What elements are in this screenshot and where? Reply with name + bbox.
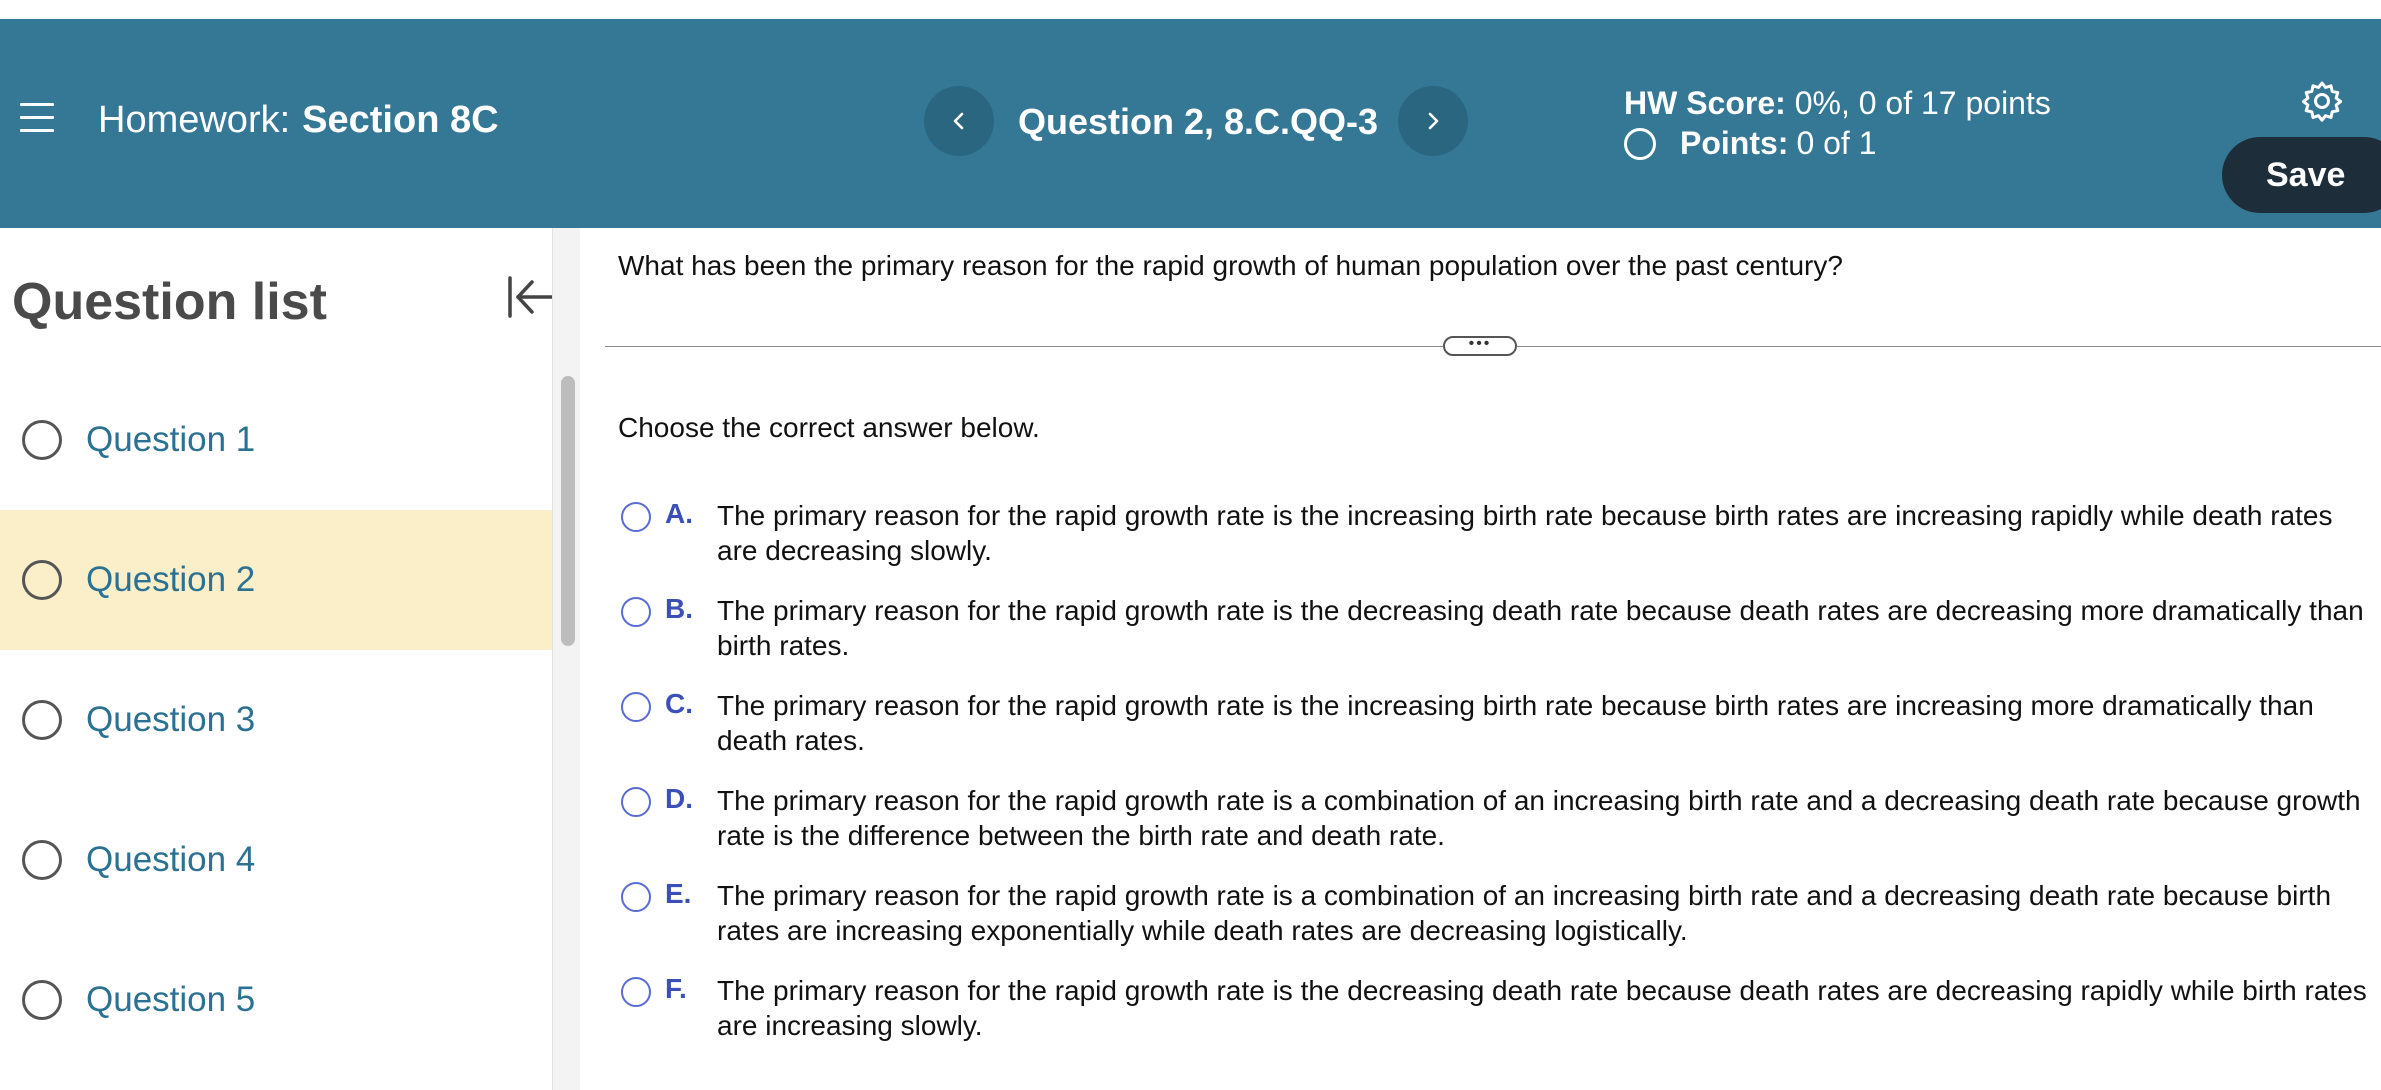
gear-icon[interactable] [2300, 79, 2344, 123]
question-list-sidebar [0, 228, 580, 1090]
question-list-item-label: Question 2 [86, 560, 256, 599]
question-text: What has been the primary reason for the rapid growth of human population over the past century? [618, 250, 1843, 281]
next-question-button[interactable] [1398, 86, 1468, 156]
hamburger-menu-icon[interactable] [20, 103, 54, 133]
radio-button[interactable] [621, 597, 651, 627]
scrollbar-thumb[interactable] [561, 376, 575, 646]
option-text: The primary reason for the rapid growth rate is the decreasing death rate because death rates are decreasing more dramatically than birth rates. [717, 595, 2364, 661]
option-letter: F. [665, 973, 687, 1004]
hw-score-label: HW Score: [1624, 85, 1786, 121]
hw-score [1624, 85, 2051, 122]
question-status-icon [22, 420, 62, 460]
option-letter: B. [665, 593, 693, 624]
question-status-icon [22, 980, 62, 1020]
question-list-item-2[interactable] [0, 510, 552, 650]
question-list-item-4[interactable] [0, 790, 552, 930]
radio-button[interactable] [621, 882, 651, 912]
points-status-icon [1624, 128, 1656, 160]
option-text: The primary reason for the rapid growth rate is the increasing birth rate because birth rates are increasing rapidly while death rates are decreasing slowly. [717, 500, 2333, 566]
expand-toggle-button[interactable]: ••• [1443, 336, 1517, 356]
question-list-item-label: Question 3 [86, 700, 256, 739]
option-letter: E. [665, 878, 692, 909]
question-list-item-5[interactable] [0, 930, 552, 1070]
radio-button[interactable] [621, 692, 651, 722]
points-label: Points: [1680, 125, 1789, 161]
answer-instruction: Choose the correct answer below. [618, 412, 1040, 443]
question-list-item-3[interactable] [0, 650, 552, 790]
previous-question-button[interactable] [924, 86, 994, 156]
points-status [1624, 125, 1877, 162]
option-letter: D. [665, 783, 693, 814]
section-name: Section 8C [302, 99, 499, 141]
question-list-scrollbar[interactable] [552, 228, 580, 1090]
question-list-item-label: Question 1 [86, 420, 256, 459]
option-text: The primary reason for the rapid growth rate is a combination of an increasing birth rate and a decreasing death rate because growth rate is the difference between the birth rate and death rate. [717, 785, 2361, 851]
question-title: Question 2, 8.C.QQ-3 [1018, 101, 1379, 142]
chevron-left-icon [949, 111, 969, 131]
option-letter: C. [665, 688, 693, 719]
points-value: 0 of 1 [1796, 125, 1877, 161]
option-text: The primary reason for the rapid growth rate is the decreasing death rate because death rates are decreasing rapidly while birth rates are increasing slowly. [717, 975, 2367, 1041]
hw-score-value: 0%, 0 of 17 points [1794, 85, 2051, 121]
option-letter: A. [665, 498, 693, 529]
question-status-icon [22, 700, 62, 740]
radio-button[interactable] [621, 502, 651, 532]
question-list-item-1[interactable] [0, 370, 552, 510]
radio-button[interactable] [621, 977, 651, 1007]
question-content [581, 228, 2381, 1090]
homework-label: Homework: [98, 99, 291, 141]
question-status-icon [22, 840, 62, 880]
save-button[interactable]: Save [2222, 137, 2381, 213]
header-bar [0, 19, 2381, 228]
question-status-icon [22, 560, 62, 600]
option-text: The primary reason for the rapid growth rate is the increasing birth rate because birth rates are increasing more dramatically than death rates. [717, 690, 2314, 756]
homework-title [98, 99, 499, 142]
question-list-item-label: Question 4 [86, 840, 256, 879]
collapse-left-icon[interactable] [504, 270, 558, 324]
top-strip [0, 0, 2381, 19]
question-list-heading: Question list [12, 273, 327, 331]
radio-button[interactable] [621, 787, 651, 817]
chevron-right-icon [1423, 111, 1443, 131]
question-list-item-label: Question 5 [86, 980, 256, 1019]
option-text: The primary reason for the rapid growth rate is a combination of an increasing birth rate and a decreasing death rate because birth rates are increasing exponentially while death rates are decreasing logistically. [717, 880, 2332, 946]
